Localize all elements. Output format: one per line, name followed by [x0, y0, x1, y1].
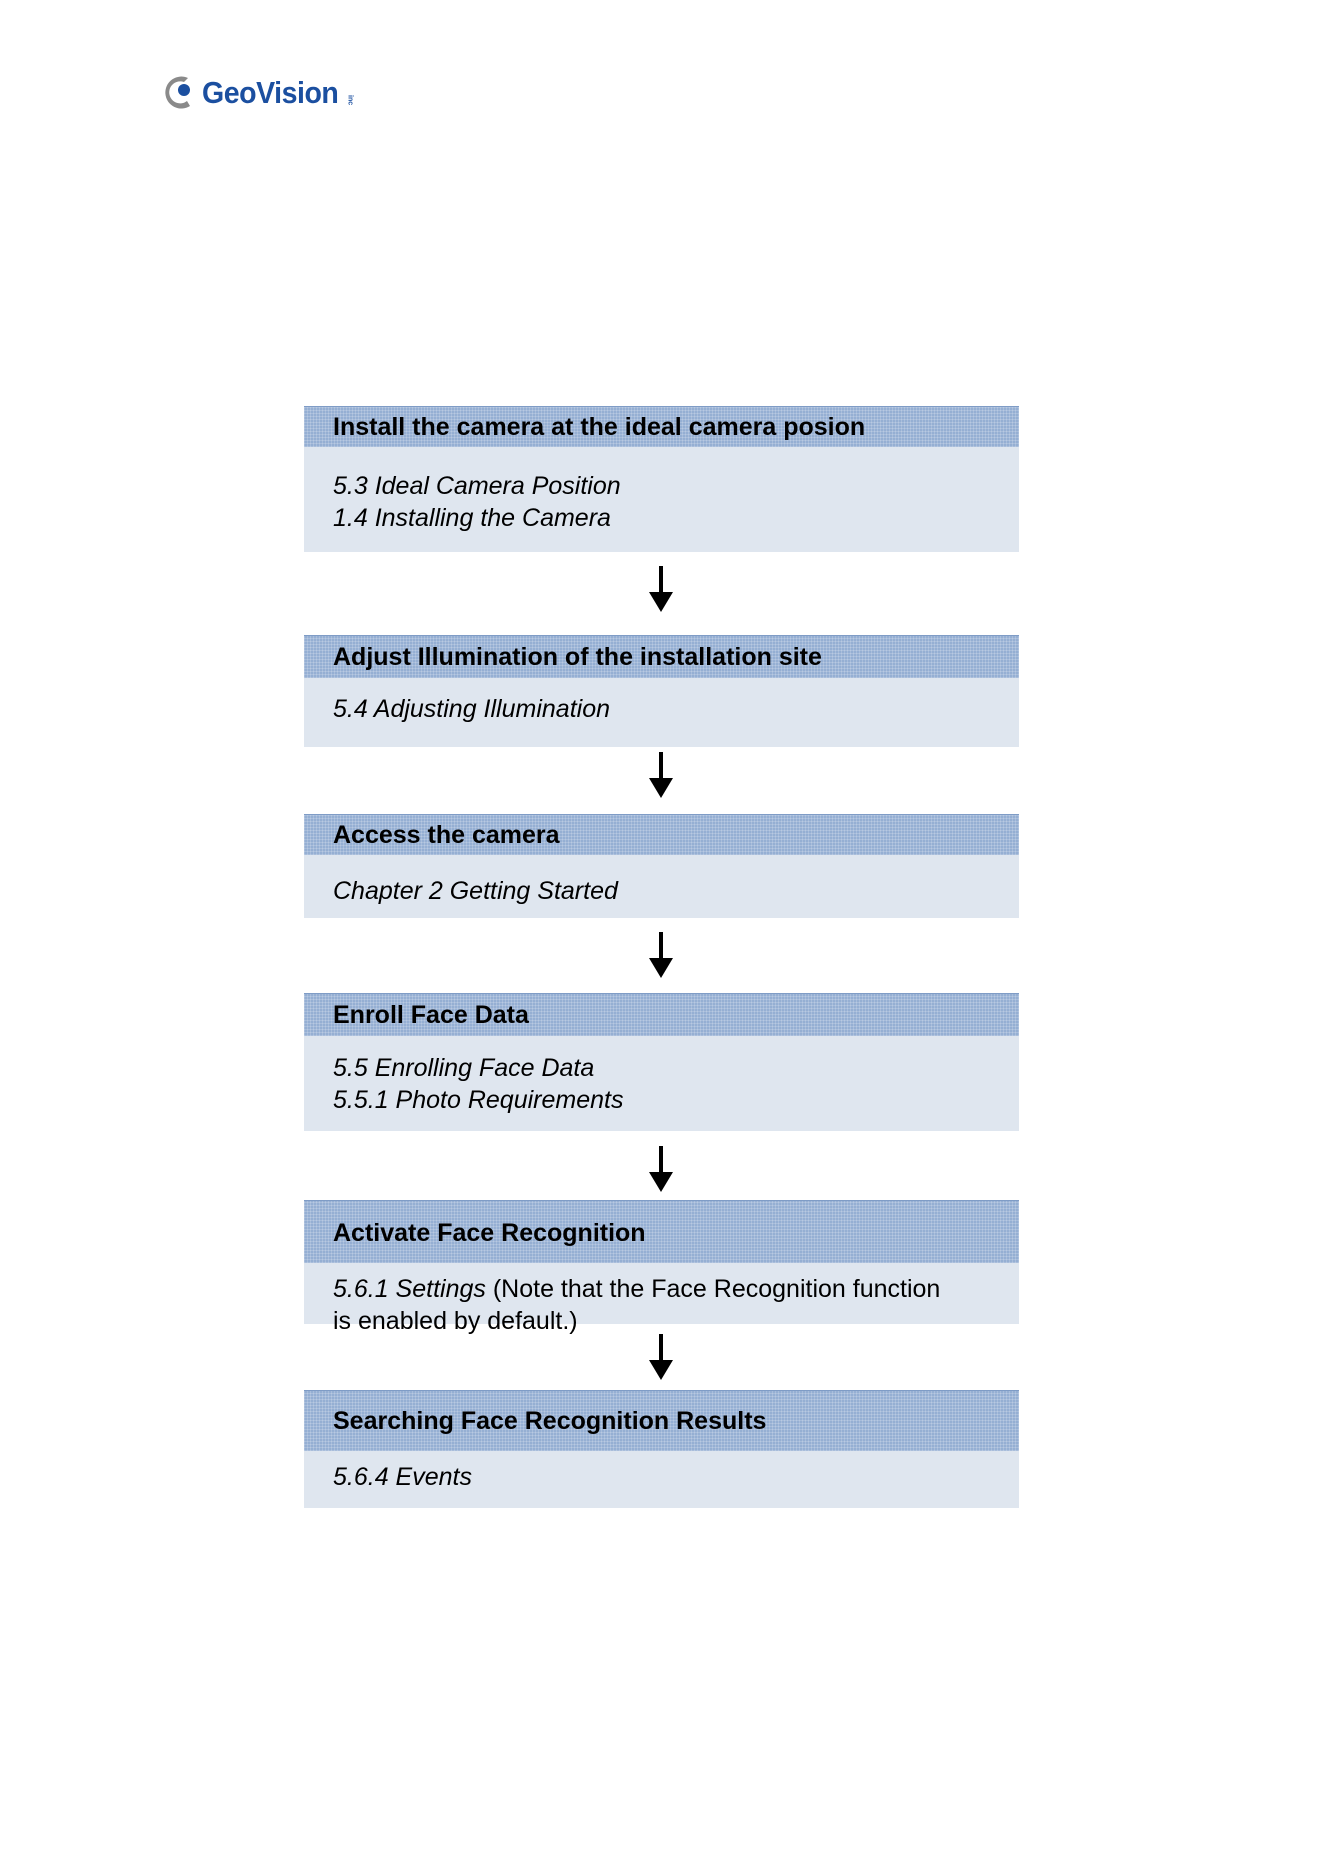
step-title: Install the camera at the ideal camera posion — [333, 412, 866, 441]
step-header — [304, 814, 1019, 855]
step-title: Access the camera — [333, 820, 560, 849]
brand-name: GeoVision — [202, 75, 339, 110]
step-header — [304, 1390, 1019, 1451]
section-reference: 5.5 Enrolling Face Data — [333, 1054, 595, 1082]
step-header — [304, 406, 1019, 447]
step-access-camera — [304, 814, 1019, 918]
step-body — [304, 447, 1019, 552]
step-search-results — [304, 1390, 1019, 1508]
down-arrow-icon — [647, 1146, 675, 1194]
section-reference-label: 5.6.1 Settings — [333, 1275, 486, 1303]
down-arrow-icon — [647, 932, 675, 980]
down-arrow-icon — [647, 566, 675, 614]
brand-suffix: inc — [346, 94, 354, 106]
down-arrow-icon — [647, 1334, 675, 1382]
section-reference: 5.5.1 Photo Requirements — [333, 1086, 624, 1114]
geovision-swirl-icon — [160, 70, 200, 116]
step-body — [304, 1036, 1019, 1131]
section-reference: 5.6.4 Events — [333, 1463, 472, 1491]
step-body — [304, 678, 1019, 747]
step-body — [304, 1451, 1019, 1508]
step-enroll-face-data — [304, 993, 1019, 1131]
step-title: Activate Face Recognition — [333, 1218, 646, 1247]
section-reference: 1.4 Installing the Camera — [333, 504, 611, 532]
down-arrow-icon — [647, 752, 675, 800]
section-reference: 5.3 Ideal Camera Position — [333, 472, 621, 500]
step-adjust-illumination — [304, 635, 1019, 747]
step-body — [304, 855, 1019, 918]
section-reference: Chapter 2 Getting Started — [333, 877, 618, 905]
step-body — [304, 1263, 1019, 1335]
step-title: Adjust Illumination of the installation site — [333, 642, 822, 671]
default-note-continued: is enabled by default.) — [333, 1307, 578, 1335]
step-header — [304, 1200, 1019, 1263]
step-activate-face-recognition — [304, 1200, 1019, 1335]
section-reference: 5.4 Adjusting Illumination — [333, 695, 611, 723]
geovision-logo — [160, 68, 353, 118]
step-install-camera — [304, 406, 1019, 552]
step-title: Searching Face Recognition Results — [333, 1406, 767, 1435]
section-reference — [333, 1273, 1019, 1305]
step-title: Enroll Face Data — [333, 1000, 529, 1029]
step-header — [304, 635, 1019, 678]
default-note: (Note that the Face Recognition function — [485, 1275, 941, 1303]
step-header — [304, 993, 1019, 1036]
